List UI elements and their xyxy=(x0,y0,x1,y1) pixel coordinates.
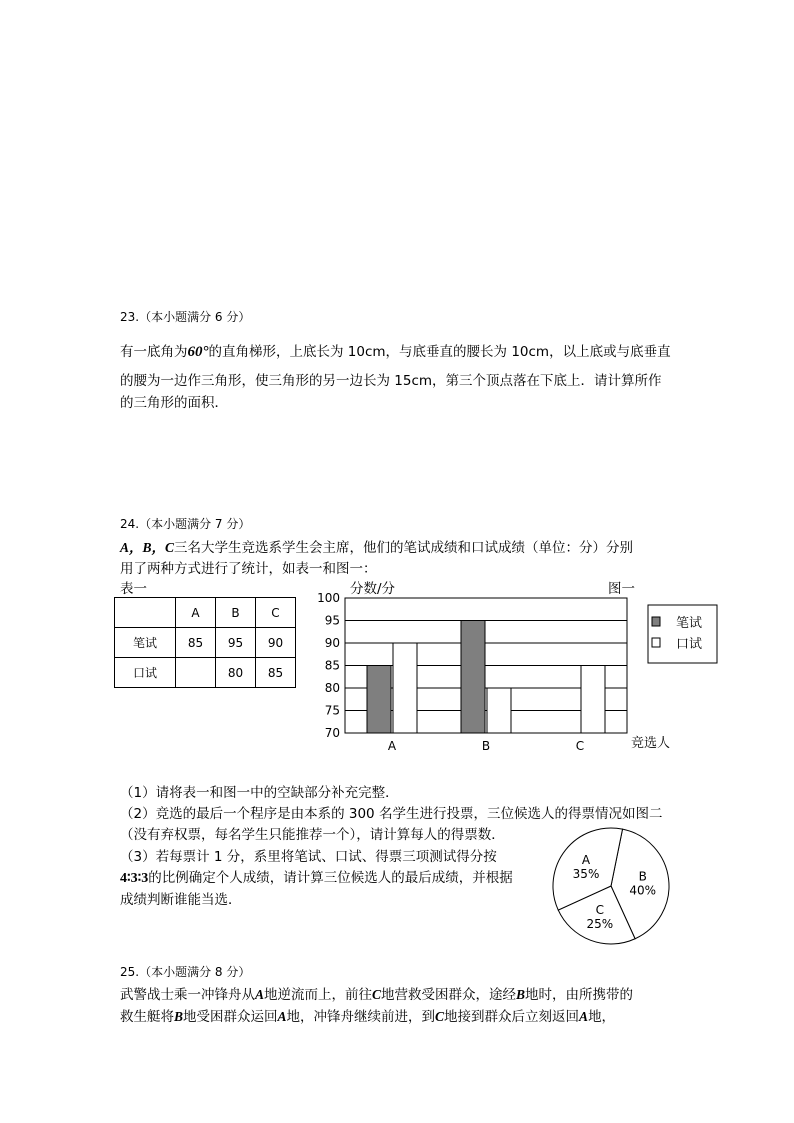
pie-label-B: B xyxy=(638,869,647,884)
pie-chart xyxy=(550,825,672,947)
x-tick-label: A xyxy=(387,739,397,753)
q24-part1: （1）请将表一和图一中的空缺部分补充完整． xyxy=(120,785,399,801)
q24-part3b-text: 的比例确定个人成绩，请计算三位候选人的最后成绩，并根据 xyxy=(148,870,513,886)
q23-angle: 60° xyxy=(187,344,209,360)
q24-part2b: （没有弃权票，每名学生只能推荐一个），请计算每人的得票数． xyxy=(120,827,505,843)
y-tick-label: 80 xyxy=(324,681,340,695)
y-tick-label: 75 xyxy=(324,703,340,718)
table-cell: 80 xyxy=(216,658,256,688)
ratio: 4∶3∶3 xyxy=(120,871,149,886)
table-cell: 85 xyxy=(176,628,216,658)
bar-written-B xyxy=(461,621,485,734)
bar-oral-A xyxy=(393,643,417,733)
table-title: 表一 xyxy=(120,581,147,597)
point-c: C xyxy=(372,987,382,1002)
y-tick-label: 95 xyxy=(324,613,340,628)
bar-chart xyxy=(300,590,720,760)
chart-unit-label: 分数/分 xyxy=(350,581,396,597)
y-tick-label: 70 xyxy=(324,726,340,740)
q24-part3b xyxy=(120,866,513,887)
table-col-header: B xyxy=(216,598,256,628)
table-cell: 90 xyxy=(256,628,296,658)
q23-header: 23.（本小题满分 6 分） xyxy=(120,310,251,324)
y-tick-label: 100 xyxy=(317,591,340,605)
point-c: C xyxy=(435,1009,445,1024)
pie-pct-A: 35% xyxy=(572,867,600,882)
point-a: A xyxy=(255,987,265,1002)
table-cell: 85 xyxy=(256,658,296,688)
point-b: B xyxy=(516,987,526,1002)
bar-written-A xyxy=(367,666,391,734)
bar-oral-B xyxy=(487,688,511,733)
pie-pct-B: 40% xyxy=(629,883,657,898)
table-row-label: 笔试 xyxy=(115,628,176,658)
legend-label-written: 笔试 xyxy=(676,616,703,631)
q25-line1 xyxy=(120,983,633,1003)
table-col-header: A xyxy=(176,598,216,628)
q25-line2 xyxy=(120,1005,615,1025)
q25-text: 地接到群众后立刻返回 xyxy=(444,1009,580,1025)
q25-text: 地， xyxy=(588,1009,616,1025)
q23-line1b: 的直角梯形，上底长为 10cm，与底垂直的腰长为 10cm，以上底或与底垂直 xyxy=(208,344,671,360)
table-corner-cell xyxy=(115,598,176,628)
q25-text: 地，冲锋舟继续前进，到 xyxy=(286,1009,436,1025)
q24-line1b: 三名大学生竞选系学生会主席，他们的笔试成绩和口试成绩（单位：分）分别 xyxy=(174,540,634,556)
pie-label-C: C xyxy=(595,902,605,917)
q25-text: 武警战士乘一冲锋舟从 xyxy=(120,987,255,1003)
q23-line3: 的三角形的面积． xyxy=(120,395,228,411)
legend-box xyxy=(648,605,717,663)
q25-text: 地受困群众运回 xyxy=(183,1009,278,1025)
q25-text: 地时，由所携带的 xyxy=(525,987,634,1003)
q24-header: 24.（本小题满分 7 分） xyxy=(120,517,251,531)
legend-swatch-oral xyxy=(652,638,660,647)
q23-line1 xyxy=(120,340,671,361)
q24-line1 xyxy=(120,536,633,556)
table-cell xyxy=(176,658,216,688)
q23-line2: 的腰为一边作三角形，使三角形的另一边长为 15cm，第三个顶点落在下底上．请计算所作 xyxy=(120,373,662,389)
q25-text: 救生艇将 xyxy=(120,1009,174,1025)
q25-text: 地营救受困群众，途经 xyxy=(381,987,517,1003)
point-a: A xyxy=(579,1009,589,1024)
table-row xyxy=(115,628,296,658)
bar-oral-C xyxy=(581,666,605,734)
q24-part3a: （3）若每票计 1 分，系里将笔试、口试、得票三项测试得分按 xyxy=(120,849,497,865)
point-b: B xyxy=(174,1009,184,1024)
table-row-label: 口试 xyxy=(115,658,176,688)
table-col-header: C xyxy=(256,598,296,628)
q25-header: 25.（本小题满分 8 分） xyxy=(120,965,251,979)
q24-names: A，B，C xyxy=(120,540,175,555)
chart-title: 图一 xyxy=(608,581,635,597)
pie-pct-C: 25% xyxy=(586,916,614,931)
legend-swatch-written xyxy=(652,617,660,626)
legend-label-oral: 口试 xyxy=(676,637,703,652)
y-tick-label: 85 xyxy=(324,658,340,673)
table-row xyxy=(115,658,296,688)
score-table xyxy=(114,597,296,688)
q24-line2: 用了两种方式进行了统计，如表一和图一： xyxy=(120,561,377,577)
pie-label-A: A xyxy=(581,853,591,868)
point-a: A xyxy=(277,1009,287,1024)
table-cell: 95 xyxy=(216,628,256,658)
x-tick-label: C xyxy=(575,739,585,753)
x-tick-label: B xyxy=(481,739,491,753)
y-tick-label: 90 xyxy=(324,636,340,650)
q23-line1a: 有一底角为 xyxy=(120,344,188,360)
q25-text: 地逆流而上，前往 xyxy=(264,987,373,1003)
q24-part2a: （2）竞选的最后一个程序是由本系的 300 名学生进行投票，三位候选人的得票情况如图二 xyxy=(120,806,663,822)
q24-part3c: 成绩判断谁能当选． xyxy=(120,892,242,908)
table-header-row xyxy=(115,598,296,628)
x-axis-label: 竞选人 xyxy=(631,736,671,751)
